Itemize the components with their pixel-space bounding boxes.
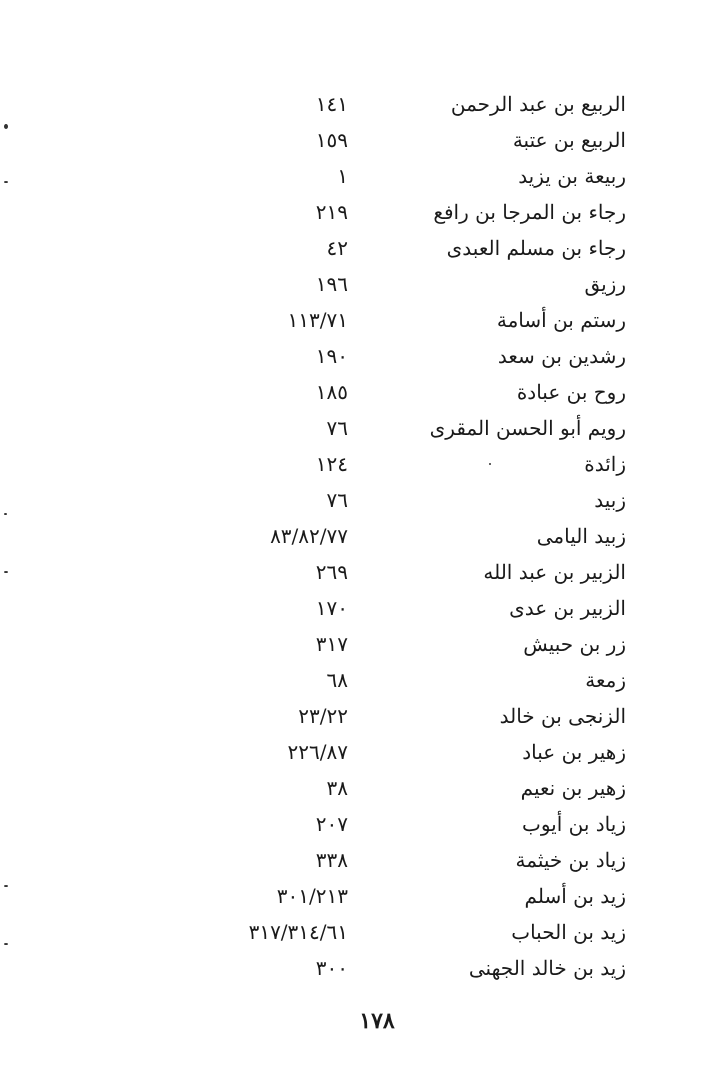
index-row	[0, 518, 724, 554]
entry-pages: ٣١٧	[315, 632, 348, 656]
entry-pages: ١	[337, 164, 348, 188]
entry-pages: ٣٠٠	[315, 956, 348, 980]
entry-name: الزبير بن عبد الله	[483, 560, 626, 584]
entry-pages: ١٩٠	[315, 344, 348, 368]
index-row	[0, 806, 724, 842]
entry-pages: ٣١٧/٣١٤/٦١	[248, 920, 348, 944]
entry-name: زيد بن خالد الجهنى	[468, 956, 626, 980]
index-row	[0, 158, 724, 194]
entry-name: زهير بن عباد	[522, 740, 626, 764]
entry-pages: ٨٣/٨٢/٧٧	[270, 524, 348, 548]
entry-pages: ١٤١	[315, 92, 348, 116]
entry-pages: ١١٣/٧١	[287, 308, 348, 332]
index-row	[0, 734, 724, 770]
entry-name: زياد بن أيوب	[521, 812, 626, 836]
entry-pages: ١٩٦	[315, 272, 348, 296]
entry-pages: ٣٨	[326, 776, 348, 800]
entry-name: الزبير بن عدى	[509, 596, 626, 620]
entry-pages: ١٥٩	[315, 128, 348, 152]
scan-speck	[4, 513, 7, 515]
index-row	[0, 662, 724, 698]
entry-pages: ٢١٩	[315, 200, 348, 224]
entry-pages: ٣٠١/٢١٣	[276, 884, 348, 908]
index-row	[0, 374, 724, 410]
index-row	[0, 410, 724, 446]
scan-speck	[4, 943, 8, 945]
entry-name: ربيعة بن يزيد	[518, 164, 626, 188]
entry-name: رجاء بن المرجا بن رافع	[433, 200, 626, 224]
entry-name: زيد بن أسلم	[524, 884, 626, 908]
index-row	[0, 338, 724, 374]
scan-speck	[4, 181, 8, 183]
entry-pages: ٦٨	[326, 668, 348, 692]
entry-name: زائدة	[584, 452, 626, 476]
entry-pages: ٢٣/٢٢	[298, 704, 348, 728]
entry-name: رزيق	[584, 272, 626, 296]
entry-pages: ٤٢	[326, 236, 348, 260]
entry-name: زر بن حبيش	[523, 632, 626, 656]
index-row	[0, 122, 724, 158]
entry-pages: ٢٠٧	[315, 812, 348, 836]
entry-pages: ٢٢٦/٨٧	[287, 740, 348, 764]
index-row	[0, 950, 724, 986]
entry-name: زمعة	[585, 668, 626, 692]
entry-name: زبيد	[594, 488, 626, 512]
index-row	[0, 266, 724, 302]
entry-pages: ١٨٥	[315, 380, 348, 404]
entry-name: زهير بن نعيم	[520, 776, 626, 800]
entry-name: رستم بن أسامة	[496, 308, 626, 332]
scan-speck	[4, 571, 8, 573]
entry-name: روح بن عبادة	[516, 380, 626, 404]
index-row	[0, 770, 724, 806]
entry-pages: ٧٦	[326, 488, 348, 512]
index-row	[0, 698, 724, 734]
entry-pages: ١٢٤	[315, 452, 348, 476]
entry-name: رجاء بن مسلم العبدى	[446, 236, 626, 260]
index-row	[0, 302, 724, 338]
index-row	[0, 86, 724, 122]
index-row	[0, 446, 724, 482]
entry-name: زيد بن الحباب	[511, 920, 626, 944]
index-row	[0, 482, 724, 518]
index-row	[0, 230, 724, 266]
index-row	[0, 914, 724, 950]
entry-name: رشدين بن سعد	[497, 344, 626, 368]
index-row	[0, 590, 724, 626]
entry-name: رويم أبو الحسن المقرى	[429, 416, 626, 440]
index-row	[0, 878, 724, 914]
index-list	[0, 86, 724, 986]
page-number: ١٧٨	[359, 1008, 395, 1034]
entry-pages: ٧٦	[326, 416, 348, 440]
scan-speck	[4, 124, 8, 129]
entry-name: زياد بن خيثمة	[515, 848, 626, 872]
index-row	[0, 842, 724, 878]
entry-name: زبيد اليامى	[536, 524, 626, 548]
entry-pages: ١٧٠	[315, 596, 348, 620]
scan-speck	[489, 463, 491, 465]
entry-name: الزنجى بن خالد	[499, 704, 626, 728]
entry-name: الربيع بن عتبة	[512, 128, 626, 152]
index-row	[0, 194, 724, 230]
entry-name: الربيع بن عبد الرحمن	[450, 92, 626, 116]
index-row	[0, 554, 724, 590]
entry-pages: ٢٦٩	[315, 560, 348, 584]
entry-pages: ٣٣٨	[315, 848, 348, 872]
scan-speck	[4, 885, 8, 887]
index-row	[0, 626, 724, 662]
